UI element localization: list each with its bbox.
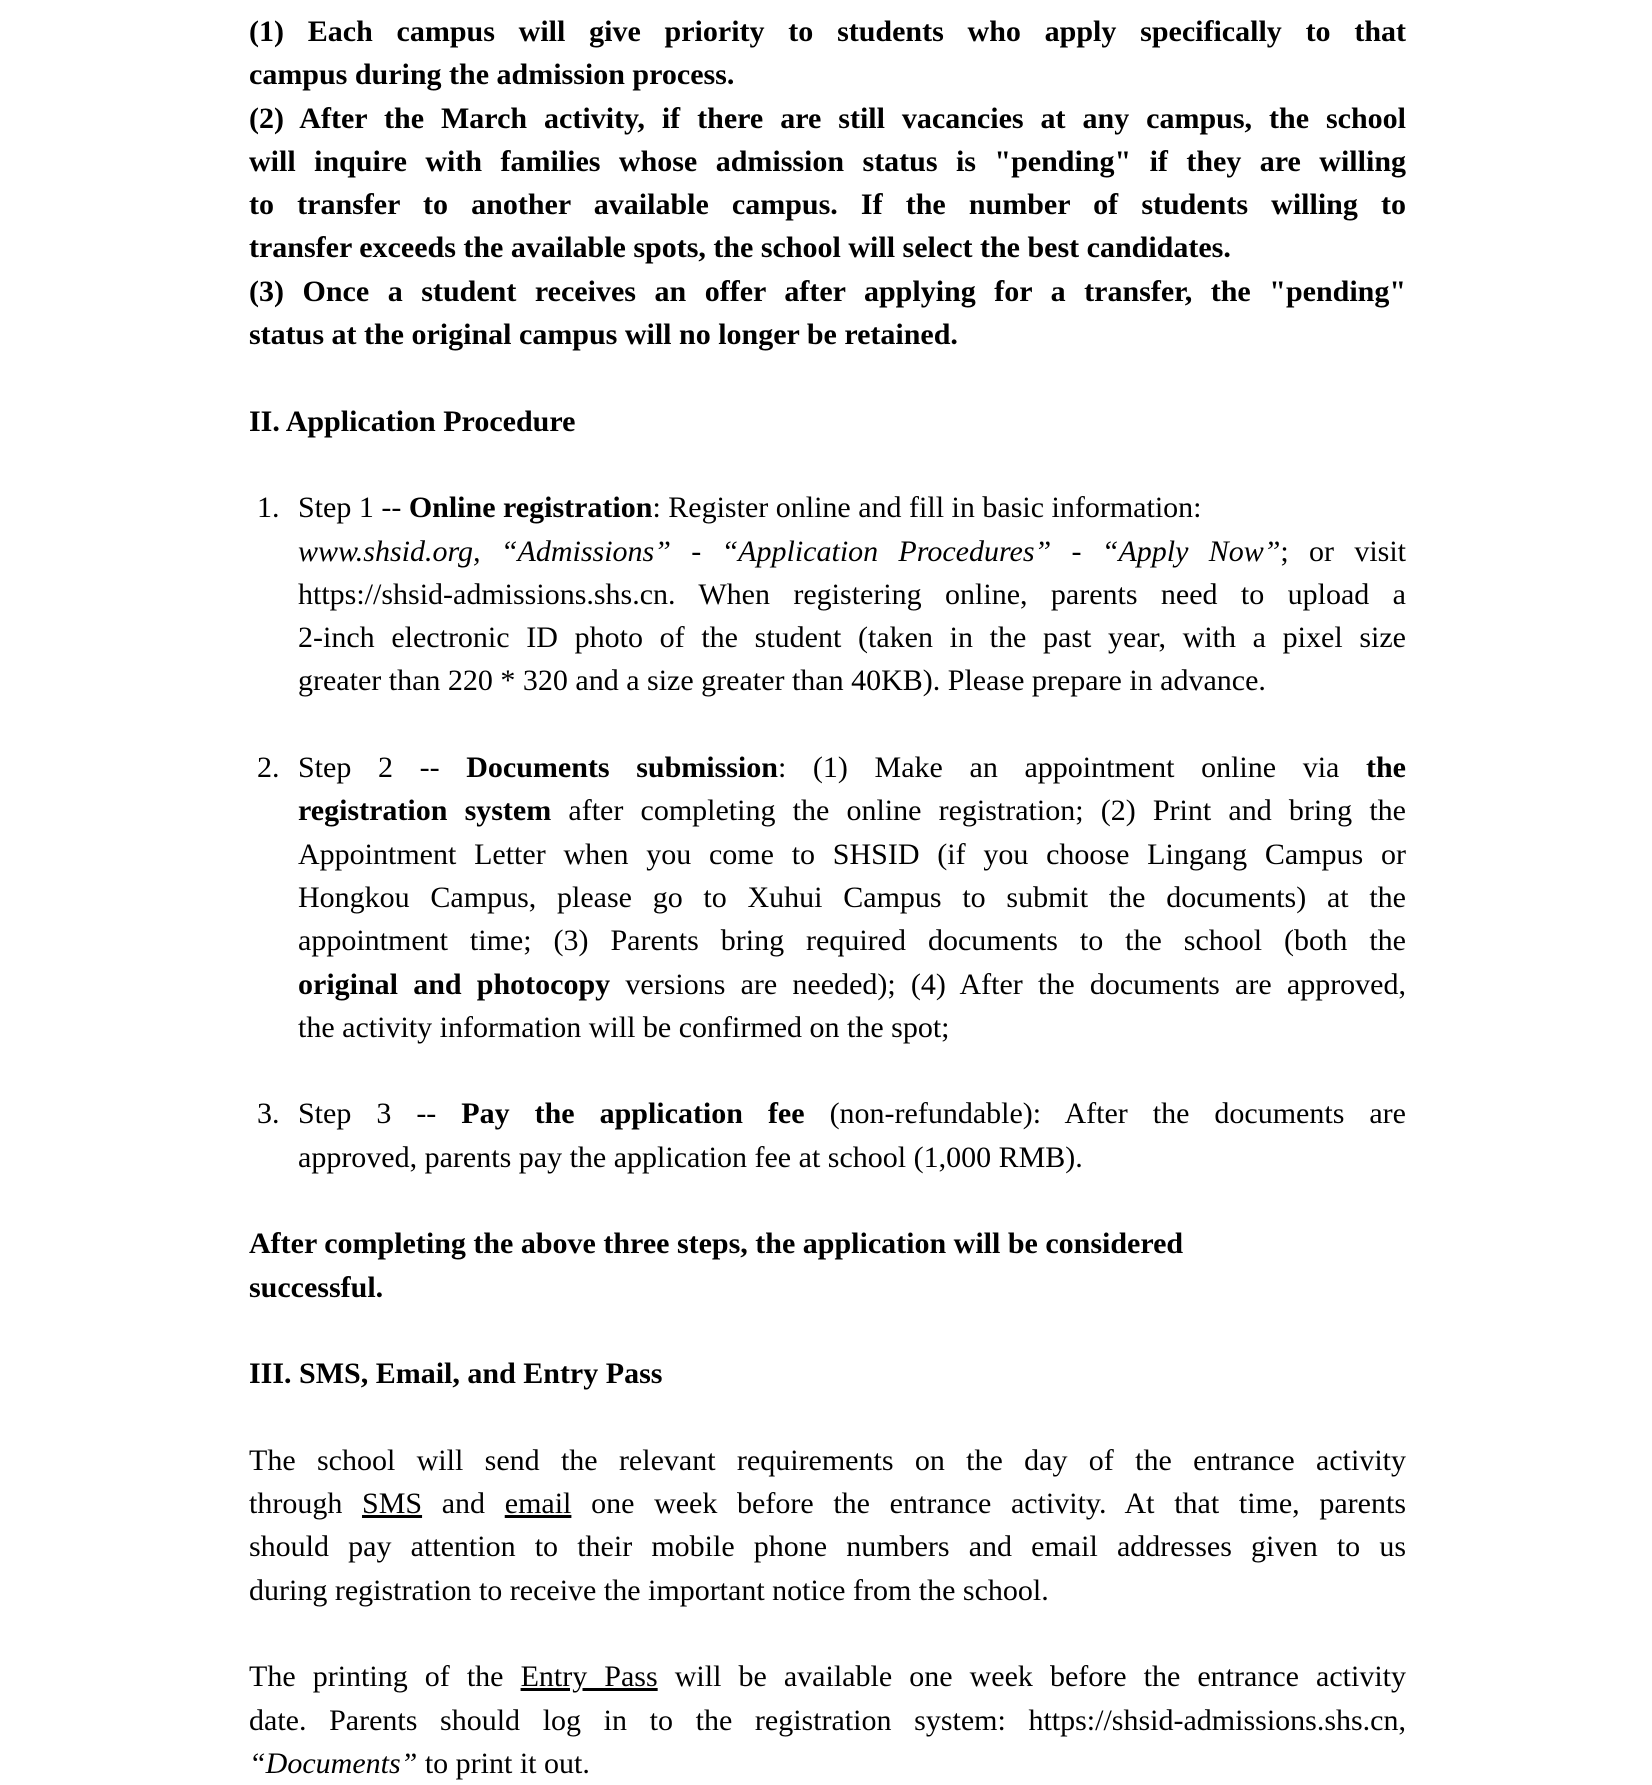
text-line — [298, 746, 1406, 789]
paragraph — [249, 1655, 1406, 1785]
text-segment: https://shsid-admissions.shs.cn. When registering online, parents need to upload a — [298, 577, 1406, 611]
bold-text: campus during the admission process. — [249, 58, 735, 92]
text-segment: after completing the online registration; (2) Print and bring the — [551, 794, 1406, 828]
bold-text: original and photocopy — [298, 967, 611, 1001]
text-line — [298, 659, 1406, 702]
bold-text: status at the original campus will no longer be retained. — [249, 318, 958, 352]
list-marker: 3. — [257, 1097, 280, 1131]
text-segment: date. Parents should log in to the registration system: https://shsid-admissions.shs.cn, — [249, 1703, 1406, 1737]
bold-text: will inquire with families whose admission status is "pending" if they are willing — [249, 144, 1406, 178]
bold-text: After completing the above three steps, the application will be considered — [249, 1227, 1184, 1261]
underlined-text: Entry Pass — [520, 1660, 658, 1694]
paragraph — [249, 97, 1406, 270]
bold-text: transfer exceeds the available spots, the school will select the best candidates. — [249, 231, 1231, 265]
text-line — [249, 10, 1406, 53]
list-item — [249, 746, 1406, 1049]
text-line — [249, 1655, 1406, 1698]
text-line — [298, 1006, 1406, 1049]
bold-text: the — [1366, 751, 1406, 785]
text-line — [249, 1439, 1406, 1482]
text-segment: during registration to receive the important notice from the school. — [249, 1573, 1049, 1607]
section-heading — [249, 1352, 1406, 1395]
bold-text: registration system — [298, 794, 552, 828]
list-item — [249, 1092, 1406, 1179]
text-line — [249, 1742, 1406, 1785]
text-line — [249, 313, 1406, 356]
text-segment: Step 3 -- — [298, 1097, 462, 1131]
list-marker: 1. — [257, 491, 280, 525]
bold-text: Pay the application fee — [461, 1097, 805, 1131]
underlined-text: email — [504, 1487, 572, 1521]
bold-text: to transfer to another available campus. If the number of students willing to — [249, 188, 1406, 222]
bold-text: successful. — [249, 1270, 384, 1304]
text-segment: Step 2 -- — [298, 751, 467, 785]
text-line — [298, 833, 1406, 876]
text-line — [249, 1352, 1406, 1395]
section-heading — [249, 400, 1406, 443]
text-line — [298, 530, 1406, 573]
italic-text: “Documents” — [249, 1746, 418, 1780]
text-line — [249, 400, 1406, 443]
text-line — [249, 183, 1406, 226]
text-line — [249, 1569, 1406, 1612]
text-line — [298, 573, 1406, 616]
text-segment: The school will send the relevant requirements on the day of the entrance activity — [249, 1443, 1406, 1477]
text-segment: appointment time; (3) Parents bring required documents to the school (both the — [298, 924, 1406, 958]
text-line — [298, 486, 1406, 529]
text-line — [249, 140, 1406, 183]
text-line — [298, 876, 1406, 919]
text-segment: should pay attention to their mobile phone numbers and email addresses given to us — [249, 1530, 1406, 1564]
text-line — [298, 1136, 1406, 1179]
text-segment: The printing of the — [249, 1660, 521, 1694]
text-segment: : (1) Make an appointment online via — [777, 751, 1366, 785]
text-line — [249, 1482, 1406, 1525]
text-segment: : Register online and fill in basic information: — [652, 491, 1202, 525]
text-segment: and — [422, 1487, 505, 1521]
bold-text: (1) Each campus will give priority to students who apply specifically to that — [249, 15, 1406, 48]
text-segment: versions are needed); (4) After the documents are approved, — [610, 967, 1406, 1001]
paragraph — [249, 10, 1406, 97]
text-segment: the activity information will be confirmed on the spot; — [298, 1010, 950, 1044]
text-line — [298, 919, 1406, 962]
text-segment — [481, 535, 501, 568]
text-line — [298, 789, 1406, 832]
bold-text: (2) After the March activity, if there are still vacancies at any campus, the school — [249, 101, 1406, 135]
list-item — [249, 486, 1406, 702]
text-segment: Appointment Letter when you come to SHSID (if you choose Lingang Campus or — [298, 837, 1406, 871]
text-segment: will be available one week before the entrance activity — [657, 1660, 1407, 1694]
paragraph — [249, 1222, 1406, 1309]
bold-text: Documents submission — [466, 751, 778, 785]
text-line — [298, 616, 1406, 659]
text-line — [298, 1092, 1406, 1135]
text-segment: Step 1 -- — [298, 491, 409, 525]
bold-text: Online registration — [408, 491, 653, 525]
text-line — [249, 1266, 1406, 1309]
text-line — [249, 53, 1406, 96]
text-segment: one week before the entrance activity. At that time, parents — [571, 1487, 1406, 1521]
bold-text: (3) Once a student receives an offer after applying for a transfer, the "pending" — [249, 274, 1406, 308]
italic-text: www.shsid.org, — [298, 534, 481, 568]
text-segment: greater than 220 * 320 and a size greater than 40KB). Please prepare in advance. — [298, 664, 1266, 698]
italic-text: “Application Procedures” — [721, 534, 1052, 568]
text-segment: Hongkou Campus, please go to Xuhui Campus to submit the documents) at the — [298, 880, 1406, 914]
text-segment: - — [1051, 534, 1102, 568]
text-line — [249, 1525, 1406, 1568]
text-line — [249, 1222, 1406, 1265]
text-segment: - — [670, 534, 722, 568]
bold-text: II. Application Procedure — [249, 404, 576, 438]
bold-text: III. SMS, Email, and Entry Pass — [249, 1357, 663, 1391]
text-line — [249, 97, 1406, 140]
paragraph — [249, 1439, 1406, 1612]
text-segment: approved, parents pay the application fee at school (1,000 RMB). — [298, 1140, 1083, 1174]
text-line — [249, 226, 1406, 269]
text-segment: (non-refundable): After the documents are — [804, 1097, 1406, 1131]
list-marker: 2. — [257, 751, 280, 785]
text-line — [298, 963, 1406, 1006]
text-line — [249, 1699, 1406, 1742]
italic-text: “Admissions” — [500, 534, 671, 568]
text-segment: ; or visit — [1280, 534, 1406, 568]
text-segment: 2-inch electronic ID photo of the student (taken in the past year, with a pixel size — [298, 621, 1406, 655]
italic-text: “Apply Now” — [1101, 534, 1281, 568]
underlined-text: SMS — [362, 1487, 423, 1521]
text-segment: to print it out. — [417, 1746, 590, 1780]
paragraph — [249, 270, 1406, 357]
text-line — [249, 270, 1406, 313]
text-segment: through — [249, 1487, 363, 1521]
